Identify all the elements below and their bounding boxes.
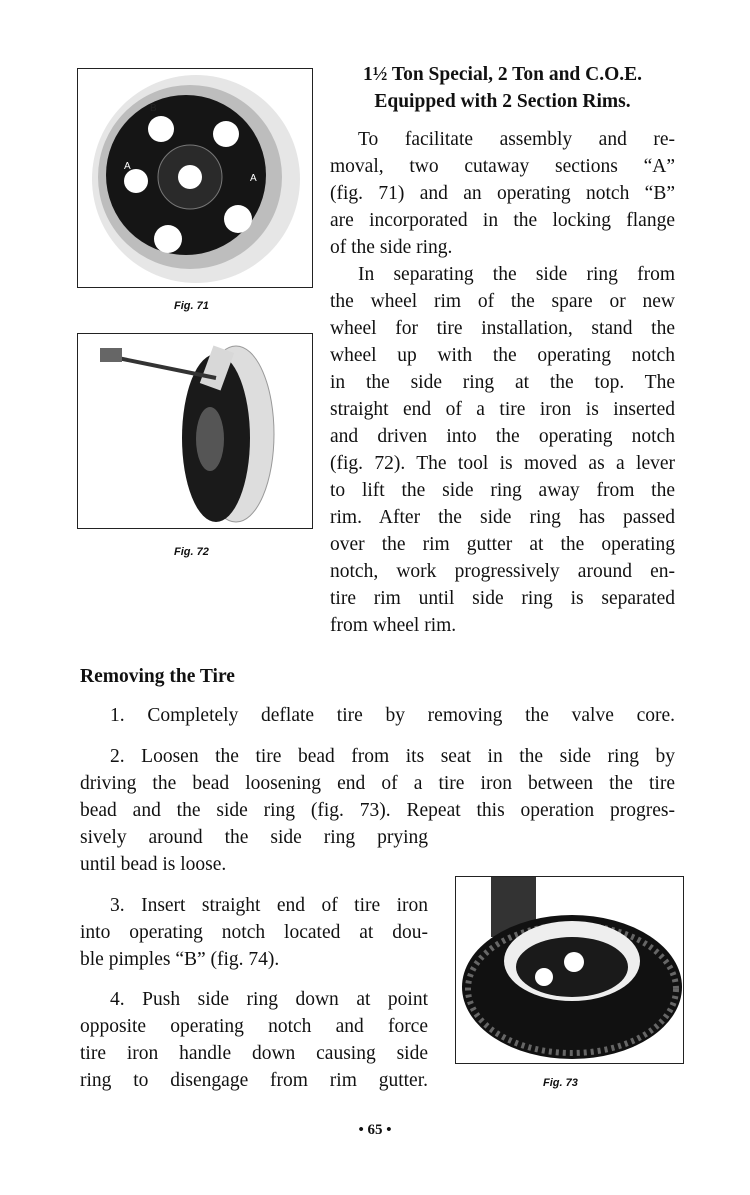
step2-line: sively around the side ring prying	[80, 827, 428, 848]
label-b: B	[150, 103, 157, 114]
para2-line: in the side ring at the top. The	[330, 372, 675, 393]
wheel-rim-illustration	[78, 69, 312, 287]
para2-line: from wheel rim.	[330, 615, 457, 636]
step3-line: 3. Insert straight end of tire iron	[110, 895, 428, 916]
para2-line: wheel up with the operating notch	[330, 345, 675, 366]
figure-71-caption: Fig. 71	[174, 300, 209, 312]
figure-72-wheel-photo	[77, 333, 313, 529]
label-a-right: A	[250, 173, 257, 184]
label-a-left: A	[124, 161, 131, 172]
step4-line: opposite operating notch and force	[80, 1016, 428, 1037]
step1-line: 1. Completely deflate tire by removing the valve core.	[110, 705, 675, 726]
para2-line: rim. After the side ring has passed	[330, 507, 675, 528]
para1-line: of the side ring.	[330, 237, 453, 258]
step2-line: bead and the side ring (fig. 73). Repeat this operation progres-	[80, 800, 675, 821]
para2-line: notch, work progressively around en-	[330, 561, 675, 582]
para2-line: to lift the side ring away from the	[330, 480, 675, 501]
step2-line: until bead is loose.	[80, 854, 227, 875]
para1-line: To facilitate assembly and re-	[358, 129, 675, 150]
step4-line: tire iron handle down causing side	[80, 1043, 428, 1064]
para2-line: wheel for tire installation, stand the	[330, 318, 675, 339]
figure-73-caption: Fig. 73	[543, 1077, 578, 1089]
figure-73-tire-photo	[455, 876, 684, 1064]
para1-line: (fig. 71) and an operating notch “B”	[330, 183, 675, 204]
section-title: Removing the Tire	[80, 666, 235, 687]
heading-line: 1½ Ton Special, 2 Ton and C.O.E.	[362, 64, 643, 85]
para2-line: In separating the side ring from	[358, 264, 675, 285]
heading-line: Equipped with 2 Section Rims.	[374, 91, 631, 112]
step3-line: into operating notch located at dou-	[80, 922, 428, 943]
tire-illustration	[456, 877, 683, 1063]
para1-line: are incorporated in the locking flange	[330, 210, 675, 231]
tire-iron-illustration	[78, 334, 312, 528]
para2-line: the wheel rim of the spare or new	[330, 291, 675, 312]
para2-line: tire rim until side ring is separated	[330, 588, 675, 609]
step2-line: 2. Loosen the tire bead from its seat in the side ring by	[110, 746, 675, 767]
para1-line: moval, two cutaway sections “A”	[330, 156, 675, 177]
para2-line: over the rim gutter at the operating	[330, 534, 675, 555]
step4-line: ring to disengage from rim gutter.	[80, 1070, 428, 1091]
step2-line: driving the bead loosening end of a tire iron between the tire	[80, 773, 675, 794]
figure-71-wheel-photo	[77, 68, 313, 288]
figure-72-caption: Fig. 72	[174, 546, 209, 558]
step3-line: ble pimples “B” (fig. 74).	[80, 949, 280, 970]
para2-line: (fig. 72). The tool is moved as a lever	[330, 453, 675, 474]
page-number: • 65 •	[358, 1122, 392, 1138]
para2-line: and driven into the operating notch	[330, 426, 675, 447]
step4-line: 4. Push side ring down at point	[110, 989, 428, 1010]
para2-line: straight end of a tire iron is inserted	[330, 399, 675, 420]
